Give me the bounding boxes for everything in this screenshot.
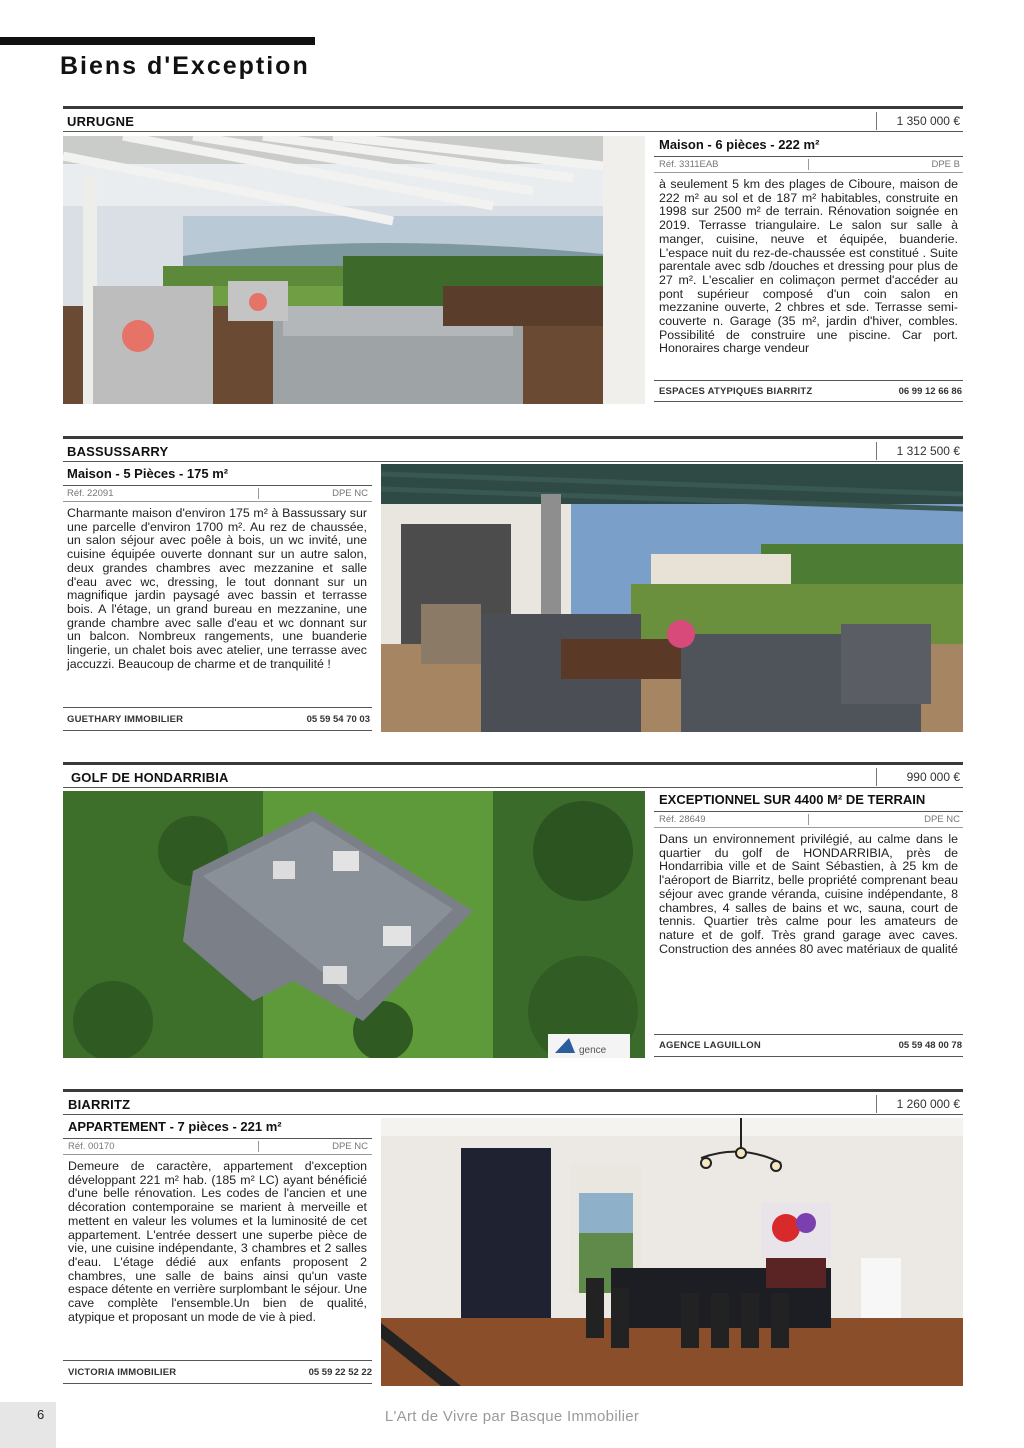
header-bar (0, 37, 315, 45)
listing-agency: GUETHARY IMMOBILIER (67, 714, 184, 725)
listing-price: 1 260 000 € (876, 1095, 960, 1113)
listing-dpe: DPE B (808, 159, 960, 170)
listing-ref: Réf. 28649 (659, 814, 706, 825)
listing-photo-garden-terrace (381, 464, 963, 732)
listing-location: URRUGNE (67, 114, 135, 129)
listing-photo-aerial (63, 791, 645, 1058)
listing-ref: Réf. 00170 (68, 1141, 115, 1152)
listing-title: EXCEPTIONNEL SUR 4400 M² DE TERRAIN (659, 792, 926, 807)
listing-location: BIARRITZ (68, 1097, 131, 1112)
agency-watermark: gence (579, 1045, 607, 1056)
listing-phone: 05 59 22 52 22 (308, 1367, 372, 1378)
listing-phone: 05 59 48 00 78 (898, 1040, 962, 1051)
listing-description: Charmante maison d'environ 175 m² à Bassussary sur une parcelle d'environ 1700 m². Au rez de chaussée, un salon séjour avec poêle à bois, un wc invité, une cuisine équipée ouverte donnant sur un autre salon, deux grandes chambres avec mezzanine et salle d'eau avec wc, dressing, le tout donnant sur un magnifique jardin paysagé avec bassin et terrasse bois. A l'étage, un grand bureau en mezzanine, une grande chambre avec salle d'eau et wc donnant sur un balcon. Nombreux rangements, une buanderie lingerie, un chalet bois avec atelier, une terrasse avec jaccuzzi. Beaucoup de charme et de tranquilité ! (67, 506, 367, 671)
listing-ref: Réf. 22091 (67, 488, 114, 499)
listing-photo-dining-room (381, 1118, 963, 1386)
listing-phone: 05 59 54 70 03 (306, 714, 370, 725)
listing-agency: ESPACES ATYPIQUES BIARRITZ (659, 386, 813, 397)
listing-description: à seulement 5 km des plages de Ciboure, maison de 222 m² au sol et de 187 m² habitables, construite en 1998 sur 2500 m² de terrain. Rénovation soignée en 2019. Terrasse triangulaire. Le salon sur salle à manger, cuisine, neuve et équipée, buanderie. L'espace nuit du rez-de-chaussée est constitué . Suite parentale avec sdb /douches et dressing pour plus de 27 m². L'escalier en colimaçon permet d'accéder au pont supérieur composé d'un coin salon en mezzanine ouverte, 2 chbres et sde. Terrasse semi-couverte n. Garage (35 m², jardin d'hiver, combles. Possibilité de construire une piscine. Car port. Honoraires charge vendeur (659, 177, 958, 356)
listing-price: 1 312 500 € (876, 442, 960, 460)
listing-agency: AGENCE LAGUILLON (659, 1040, 761, 1051)
listing-dpe: DPE NC (808, 814, 960, 825)
listing-title: APPARTEMENT - 7 pièces - 221 m² (68, 1119, 282, 1134)
listing-rule (63, 436, 963, 439)
listing-ref: Réf. 3311EAB (659, 159, 719, 170)
page-number: 6 (37, 1407, 45, 1422)
listing-photo-terrace (63, 136, 645, 404)
listing-price: 1 350 000 € (876, 112, 960, 130)
listing-rule (63, 106, 963, 109)
listing-title: Maison - 5 Pièces - 175 m² (67, 466, 229, 481)
listing-description: Dans un environnement privilégié, au calme dans le quartier du golf de HONDARRIBIA, près de Hondarribia ville et de Saint Sébastien, à 25 km de l'aéroport de Biarritz, belle propriété comprenant beau séjour avec grande véranda, cuisine indépendante, 8 chambres, 4 salles de bains et wc, sauna, court de tennis. Quartier très calme pour les amateurs de nature et de golf. Très grand garage avec caves. Construction des années 80 avec matériaux de qualité (659, 832, 958, 956)
listing-rule (63, 762, 963, 765)
listing-title: Maison - 6 pièces - 222 m² (659, 137, 820, 152)
listing-agency: VICTORIA IMMOBILIER (68, 1367, 177, 1378)
listing-location: GOLF DE HONDARRIBIA (71, 770, 229, 785)
listing-rule (63, 1089, 963, 1092)
footer-tagline: L'Art de Vivre par Basque Immobilier (384, 1408, 640, 1425)
listing-phone: 06 99 12 66 86 (898, 386, 962, 397)
listing-price: 990 000 € (876, 768, 960, 786)
listing-location: BASSUSSARRY (67, 444, 169, 459)
listing-description: Demeure de caractère, appartement d'exception développant 221 m² hab. (185 m² LC) ayant bénéficié d'une belle rénovation. Les codes de l'ancien et une décoration contemporaine se marient à merveille et mettent en valeur les volumes et la luminosité de cet appartement. L'entrée dessert une superbe pièce de vie, une cuisine indépendante, 3 chambres et 2 salles d'eau. L'étage dédié aux enfants proposent 2 chambres, une salle de bains ainsi qu'un vaste espace détente en verrière surplombant le séjour. Une cave complète l'ensemble.Un bien de qualité, atypique et proposant un mode de vie à pied. (68, 1159, 367, 1324)
listing-dpe: DPE NC (258, 1141, 368, 1152)
listing-dpe: DPE NC (258, 488, 368, 499)
page-title: Biens d'Exception (60, 52, 310, 80)
